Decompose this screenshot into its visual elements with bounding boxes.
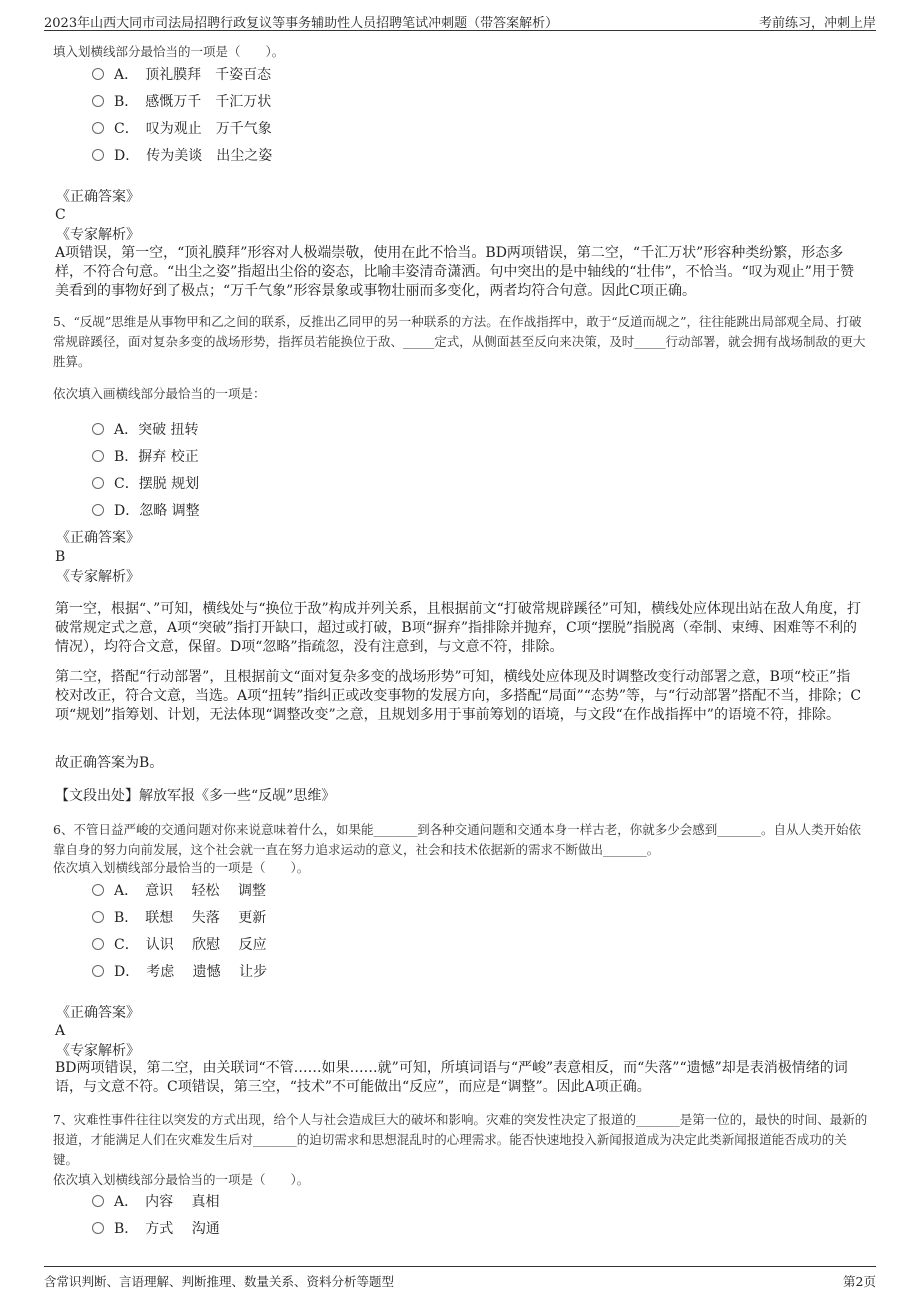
q6-answer-label: 《正确答案》	[56, 1005, 140, 1021]
q6-stem: 6、不管日益严峻的交通问题对你来说意味着什么，如果能_______到各种交通问题和交通本身一样古老，你就多少会感到_______。自从人类开始依靠自身的努力向前发展，这个社会就一直在努力追求运动的意义，社会和技术依据新的需求不断做出_______。	[53, 822, 861, 857]
q4-answer: C	[55, 207, 66, 223]
page-header	[44, 8, 876, 31]
q4-option-c[interactable]: C． 叹为观止 万千气象	[114, 118, 272, 138]
q5-option-b[interactable]: B．摒弃 校正	[114, 446, 199, 466]
q6-option-a[interactable]: A． 意识 轻松 调整	[114, 880, 266, 900]
q7-prompt: 依次填入划横线部分最恰当的一项是（ ）。	[53, 1172, 310, 1187]
q6-option-d[interactable]: D． 考虑 遗憾 让步	[114, 961, 267, 981]
q7-option-a[interactable]: A． 内容 真相	[114, 1191, 220, 1211]
radio-button[interactable]	[92, 122, 104, 134]
radio-button[interactable]	[92, 68, 104, 80]
radio-button[interactable]	[92, 938, 104, 950]
q5-analysis-paragraph-2: 第二空，搭配“行动部署”，且根据前文“面对复杂多变的战场形势”可知，横线处应体现及时调整改变行动部署之意，B项“校正”指校对改正，符合文意，当选。A项“扭转”指纠正或改变事物的发展方向，多搭配“局面”“态势”等，与“行动部署”搭配不当，排除；C项“规划”指筹划、计划，无法体现“调整改变”之意，且规划多用于事前筹划的语境，与文段“在作战指挥中”的语境不符，排除。	[55, 669, 862, 723]
q6-prompt: 依次填入划横线部分最恰当的一项是（ ）。	[53, 860, 310, 875]
radio-button[interactable]	[92, 911, 104, 923]
q6-answer: A	[55, 1023, 66, 1039]
radio-button[interactable]	[92, 1222, 104, 1234]
q5-option-c[interactable]: C．摆脱 规划	[114, 473, 199, 493]
q4-option-d[interactable]: D． 传为美谈 出尘之姿	[114, 145, 272, 165]
q5-source: 【文段出处】解放军报《多一些“反觇”思维》	[55, 788, 336, 804]
q5-prompt: 依次填入画横线部分最恰当的一项是：	[53, 386, 266, 401]
q6-option-c[interactable]: C． 认识 欣慰 反应	[114, 934, 267, 954]
q7-option-b[interactable]: B． 方式 沟通	[114, 1218, 220, 1238]
q4-prompt: 填入划横线部分最恰当的一项是（ ）。	[53, 44, 285, 59]
q6-analysis: BD两项错误，第二空，由关联词“不管……如果……就”可知，所填词语与“严峻”表意相反，而“失落”“遗憾”却是表消极情绪的词语，与文意不符。C项错误，第三空，“技术”不可能做出“反应”，而应是“调整”。因此A项正确。	[55, 1060, 848, 1095]
q5-option-d[interactable]: D．忽略 调整	[114, 500, 200, 520]
radio-button[interactable]	[92, 477, 104, 489]
q5-answer-label: 《正确答案》	[56, 530, 140, 546]
q4-analysis: A项错误，第一空，“顶礼膜拜”形容对人极端崇敬，使用在此不恰当。BD两项错误，第二空，“千汇万状”形容种类纷繁，形态多样，不符合句意。“出尘之姿”指超出尘俗的姿态，比喻丰姿清奇潇洒。句中突出的是中轴线的“壮伟”，不恰当。“叹为观止”用于赞美看到的事物好到了极点；“万千气象”形容景象或事物壮丽而多变化，两者均符合句意。因此C项正确。	[55, 245, 854, 299]
radio-button[interactable]	[92, 450, 104, 462]
q7-stem: 7、灾难性事件往往以突发的方式出现，给个人与社会造成巨大的破坏和影响。灾难的突发性决定了报道的_______是第一位的，最快的时间、最新的报道，才能满足人们在灾难发生后对_______的迫切需求和思想混乱时的心理需求。能否快速地投入新闻报道成为决定此类新闻报道能否成功的关键。	[53, 1112, 868, 1167]
q4-option-a[interactable]: A． 顶礼膜拜 千姿百态	[114, 64, 271, 84]
radio-button[interactable]	[92, 423, 104, 435]
q5-option-a[interactable]: A．突破 扭转	[114, 419, 199, 439]
radio-button[interactable]	[92, 95, 104, 107]
q4-option-b[interactable]: B． 感慨万千 千汇万状	[114, 91, 271, 111]
q4-answer-label: 《正确答案》	[56, 189, 140, 205]
q5-analysis-label: 《专家解析》	[56, 569, 140, 585]
q4-analysis-label: 《专家解析》	[56, 227, 140, 243]
document-title: 2023年山西大同市司法局招聘行政复议等事务辅助性人员招聘笔试冲刺题（带答案解析）	[44, 16, 559, 31]
radio-button[interactable]	[92, 884, 104, 896]
page-footer	[44, 1266, 876, 1291]
q6-analysis-label: 《专家解析》	[56, 1043, 140, 1059]
radio-button[interactable]	[92, 504, 104, 516]
q5-conclusion: 故正确答案为B。	[55, 755, 164, 771]
header-slogan: 考前练习，冲刺上岸	[758, 16, 876, 31]
radio-button[interactable]	[92, 965, 104, 977]
radio-button[interactable]	[92, 1195, 104, 1207]
q6-option-b[interactable]: B． 联想 失落 更新	[114, 907, 266, 927]
q5-answer: B	[55, 549, 66, 565]
q5-stem: 5、“反觇”思维是从事物甲和乙之间的联系，反推出乙同甲的另一种联系的方法。在作战指挥中，敢于“反道而觇之”，往往能跳出局部观全局、打破常规辟蹊径，面对复杂多变的战场形势，指挥员若能换位于敌、_____定式，从侧面甚至反向来决策，及时_____行动部署，就会拥有战场制敌的更大胜算。	[53, 314, 866, 369]
q5-analysis-paragraph-1: 第一空，根据“、”可知，横线处与“换位于敌”构成并列关系，且根据前文“打破常规辟蹊径”可知，横线处应体现出站在敌人角度，打破常规定式之意，A项“突破”指打开缺口，超过或打破，B项“摒弃”指排除并抛弃，C项“摆脱”指脱离（牵制、束缚、困难等不利的情况），均符合文意，保留。D项“忽略”指疏忽，没有注意到，与文意不符，排除。	[55, 601, 861, 655]
footer-question-types: 含常识判断、言语理解、判断推理、数量关系、资料分析等题型	[44, 1274, 395, 1289]
radio-button[interactable]	[92, 149, 104, 161]
page-number: 第2页	[843, 1274, 876, 1289]
